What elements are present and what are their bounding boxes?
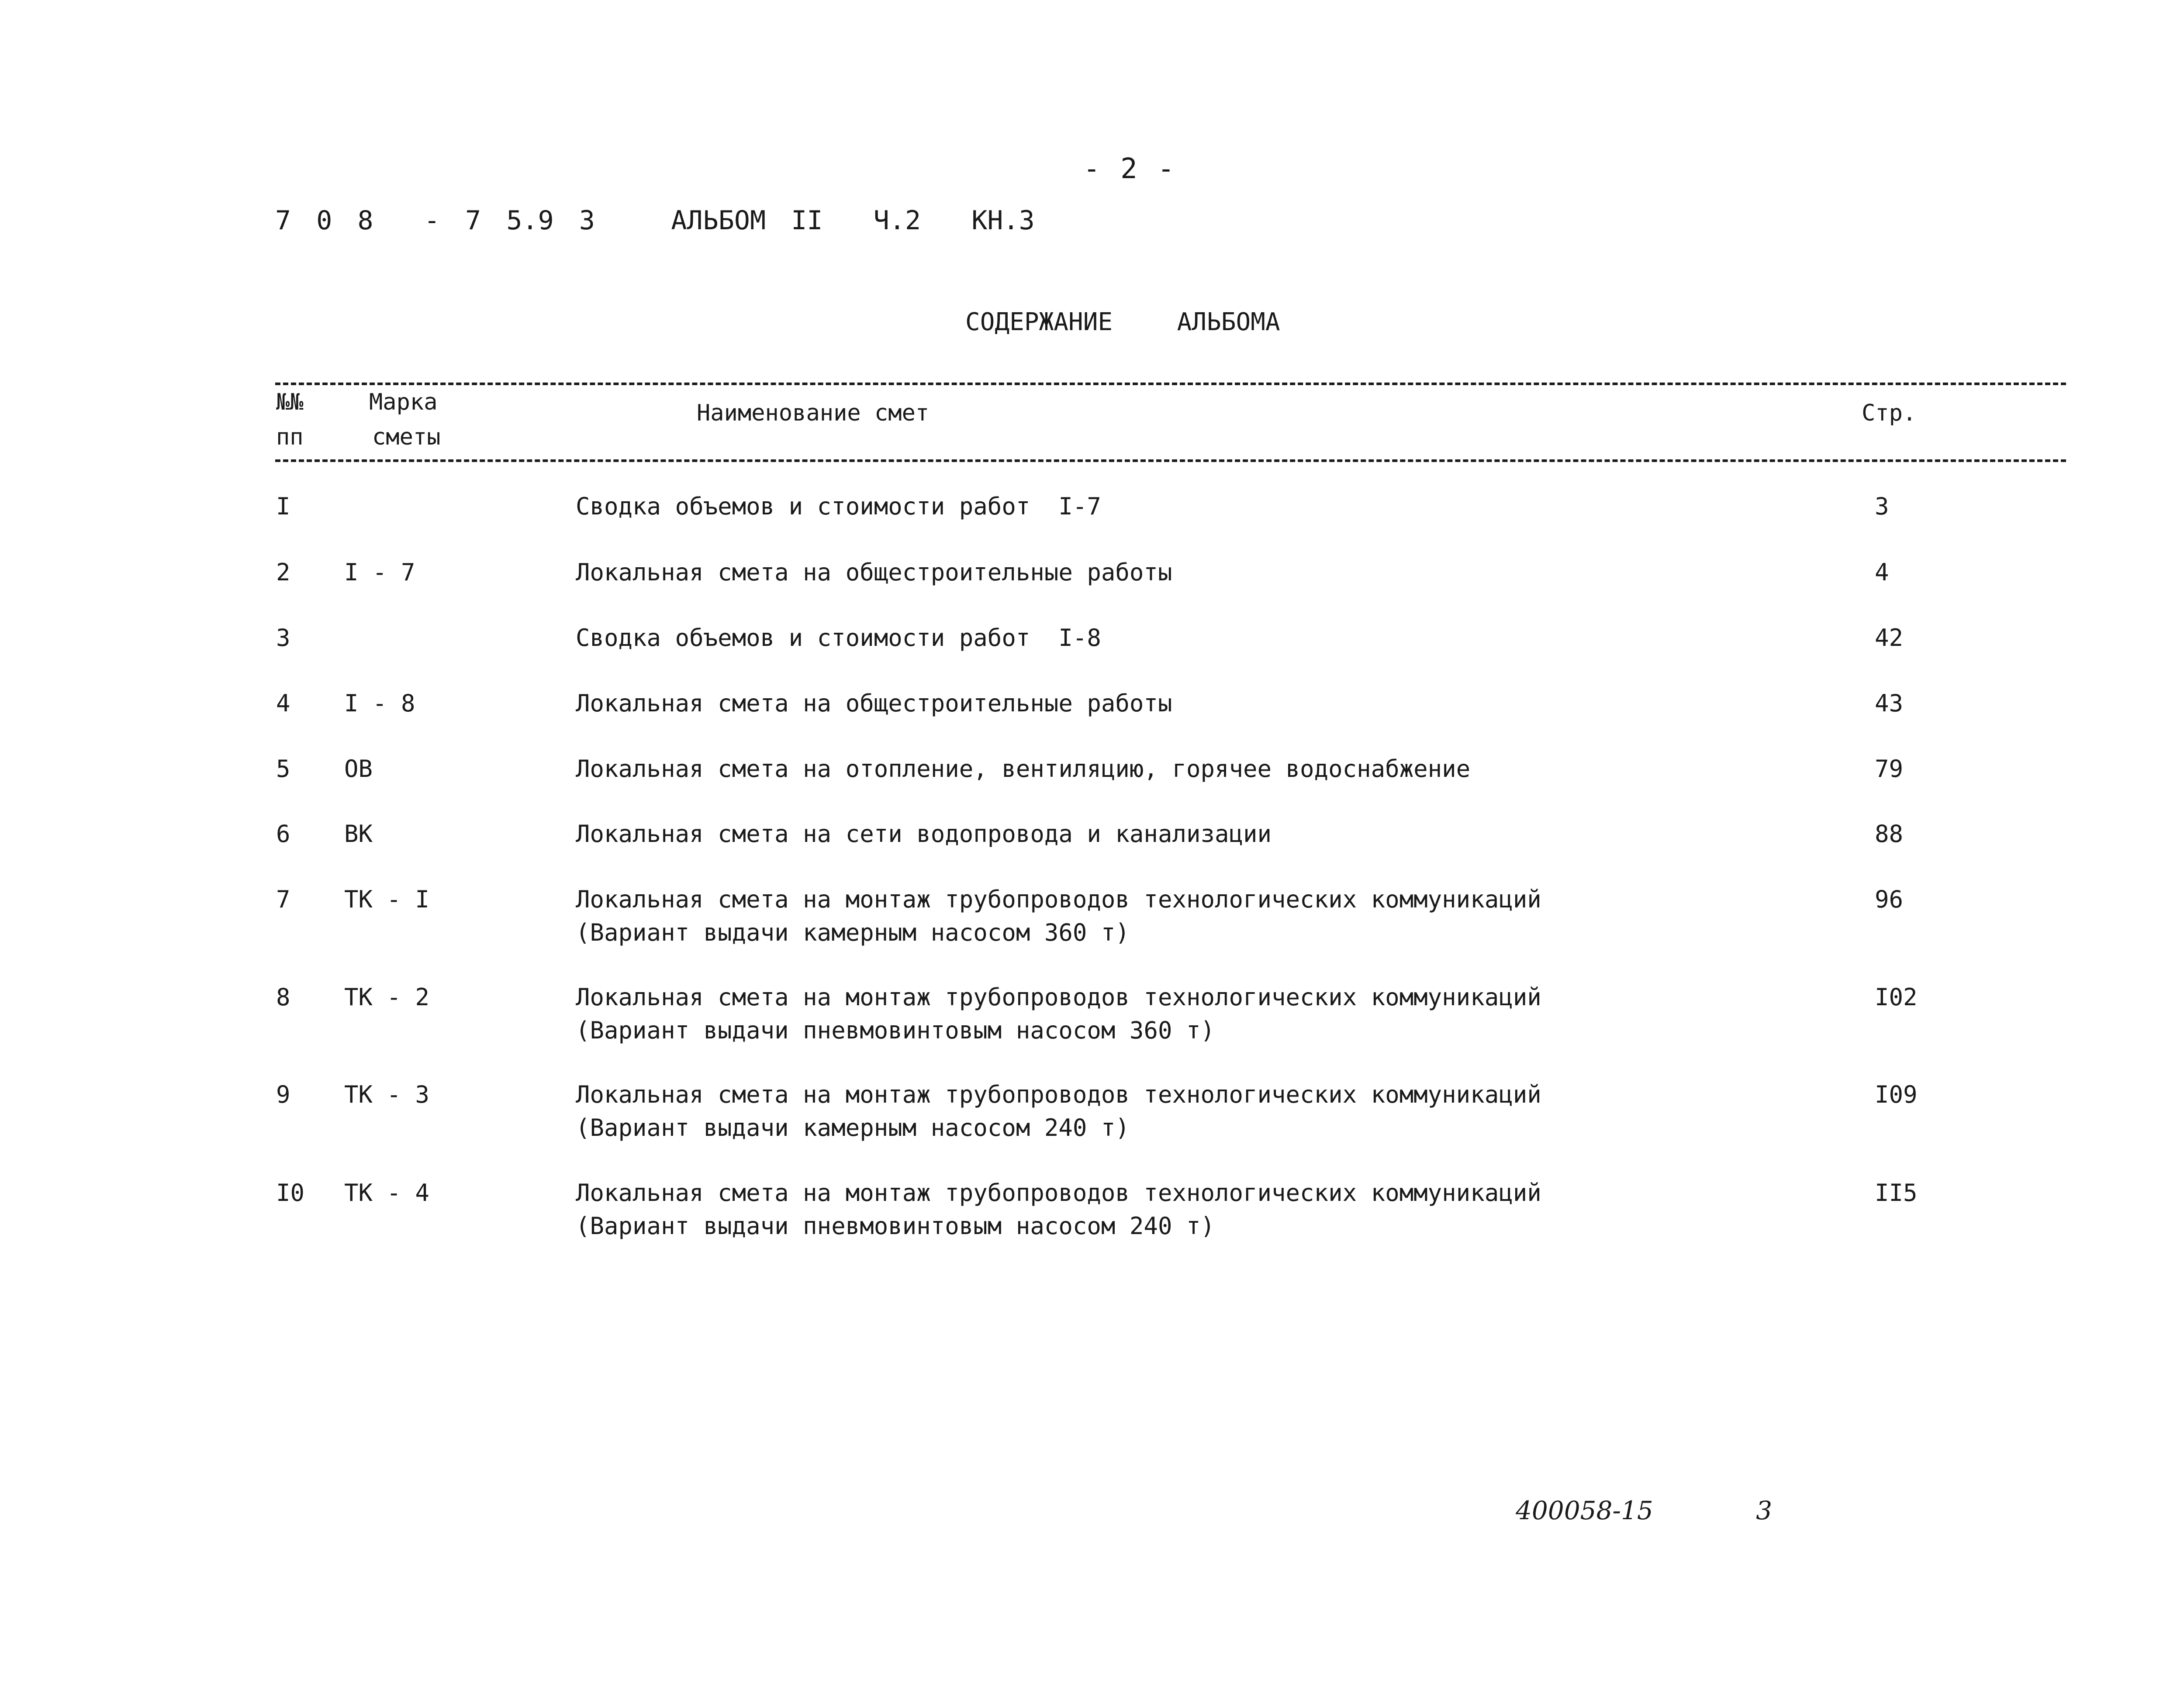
row-page: 88	[1875, 820, 1904, 848]
row-page: 43	[1875, 690, 1904, 717]
table-header-rule	[275, 459, 2066, 462]
row-mark: I - 7	[344, 559, 415, 586]
row-mark: ОВ	[344, 755, 373, 783]
row-number: 3	[276, 624, 290, 652]
row-number: 9	[276, 1081, 290, 1108]
row-name: Локальная смета на монтаж трубопроводов технологических коммуникаций (Вариант выдачи камерным насосом 360 т)	[576, 886, 1541, 946]
header-number-line1: №№	[276, 389, 304, 415]
row-number: 7	[276, 886, 290, 913]
row-mark: ТК - 4	[344, 1179, 430, 1207]
row-page: 3	[1875, 493, 1889, 520]
row-name: Локальная смета на сети водопровода и канализации	[576, 820, 1272, 848]
row-name: Локальная смета на общестроительные работы	[576, 690, 1172, 717]
row-number: 4	[276, 690, 290, 717]
header-mark-line1: Марка	[369, 389, 438, 415]
header-name: Наименование смет	[697, 400, 930, 426]
row-page: 4	[1875, 559, 1889, 586]
row-page: 79	[1875, 755, 1904, 783]
row-page: II5	[1875, 1179, 1918, 1207]
row-page: 96	[1875, 886, 1904, 913]
row-number: I0	[276, 1179, 305, 1207]
row-number: 2	[276, 559, 290, 586]
row-page: I02	[1875, 983, 1918, 1011]
table-top-rule	[275, 383, 2066, 385]
row-number: 6	[276, 820, 290, 848]
row-page: I09	[1875, 1081, 1918, 1108]
page-number: - 2 -	[1083, 153, 1176, 185]
row-name: Локальная смета на общестроительные работы	[576, 559, 1172, 586]
row-page: 42	[1875, 624, 1904, 652]
row-name: Локальная смета на отопление, вентиляцию, горячее водоснабжение	[576, 755, 1471, 783]
document-code: 7 0 8 - 7 5.9 3 АЛЬБОМ II Ч.2 КН.3	[275, 205, 1035, 236]
row-name: Локальная смета на монтаж трубопроводов технологических коммуникаций (Вариант выдачи пневмовинтовым насосом 360 т)	[576, 983, 1541, 1044]
archive-stamp: 400058-15 3	[1516, 1496, 1773, 1525]
row-number: I	[276, 493, 290, 520]
row-name: Локальная смета на монтаж трубопроводов технологических коммуникаций (Вариант выдачи камерным насосом 240 т)	[576, 1081, 1541, 1141]
page-title: СОДЕРЖАНИЕ АЛЬБОМА	[965, 308, 1280, 336]
header-page: Стр.	[1862, 400, 1917, 426]
row-name: Сводка объемов и стоимости работ I-7	[576, 493, 1101, 520]
header-mark-line2: сметы	[372, 424, 441, 450]
row-number: 8	[276, 983, 290, 1011]
row-number: 5	[276, 755, 290, 783]
row-name: Сводка объемов и стоимости работ I-8	[576, 624, 1101, 652]
row-mark: ТК - I	[344, 886, 430, 913]
row-mark: ТК - 2	[344, 983, 430, 1011]
header-number-line2: пп	[276, 424, 304, 450]
row-mark: ТК - 3	[344, 1081, 430, 1108]
row-name: Локальная смета на монтаж трубопроводов технологических коммуникаций (Вариант выдачи пневмовинтовым насосом 240 т)	[576, 1179, 1541, 1240]
row-mark: ВК	[344, 820, 373, 848]
row-mark: I - 8	[344, 690, 415, 717]
